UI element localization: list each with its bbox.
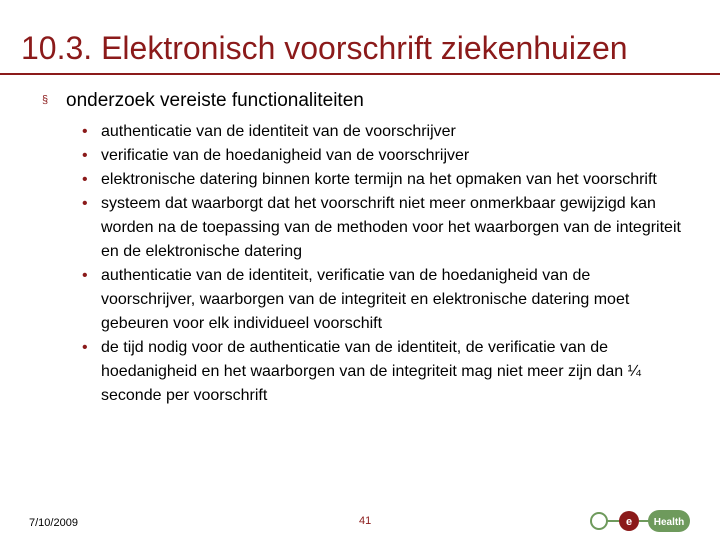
bullet-item xyxy=(82,120,682,144)
bullet-icon: • xyxy=(82,171,88,188)
section-marker-icon: § xyxy=(42,94,49,106)
bullet-text: de tijd nodig voor de authenticatie van de identiteit, de verificatie van de hoedanigheid en het waarborgen van de integriteit mag niet meer zijn dan ¼ seconde per voorschrift xyxy=(101,339,641,404)
bullet-icon: • xyxy=(82,147,88,164)
bullet-text: authenticatie van de identiteit, verificatie van de hoedanigheid van de voorschrijver, waarborgen van de integriteit en elektronische datering moet gebeuren voor elk individueel voorschift xyxy=(101,267,630,332)
ehealth-logo xyxy=(588,506,692,536)
slide-title: 10.3. Elektronisch voorschrift ziekenhuizen xyxy=(21,30,628,66)
bullet-item xyxy=(82,264,682,336)
bullet-text: verificatie van de hoedanigheid van de voorschrijver xyxy=(101,147,470,164)
bullet-icon: • xyxy=(82,267,88,284)
bullet-item xyxy=(82,144,682,168)
title-divider xyxy=(0,73,720,75)
level1-text: onderzoek vereiste functionaliteiten xyxy=(66,90,364,111)
bullet-text: systeem dat waarborgt dat het voorschrift niet meer onmerkbaar gewijzigd kan worden na de toepassing van de methoden voor het waarborgen van de integriteit en de elektronische datering xyxy=(101,195,681,260)
level1-item xyxy=(42,88,364,113)
footer-date: 7/10/2009 xyxy=(29,517,78,529)
bullet-list xyxy=(82,120,682,408)
logo-word: Health xyxy=(653,517,685,528)
bullet-item xyxy=(82,168,682,192)
bullet-item xyxy=(82,192,682,264)
bullet-text: elektronische datering binnen korte termijn na het opmaken van het voorschrift xyxy=(101,171,657,188)
bullet-item xyxy=(82,336,682,408)
bullet-icon: • xyxy=(82,195,88,212)
bullet-text: authenticatie van de identiteit van de voorschrijver xyxy=(101,123,456,140)
bullet-icon: • xyxy=(82,123,88,140)
bullet-icon: • xyxy=(82,339,88,356)
page-number: 41 xyxy=(359,515,372,527)
logo-letter: e xyxy=(625,516,633,528)
